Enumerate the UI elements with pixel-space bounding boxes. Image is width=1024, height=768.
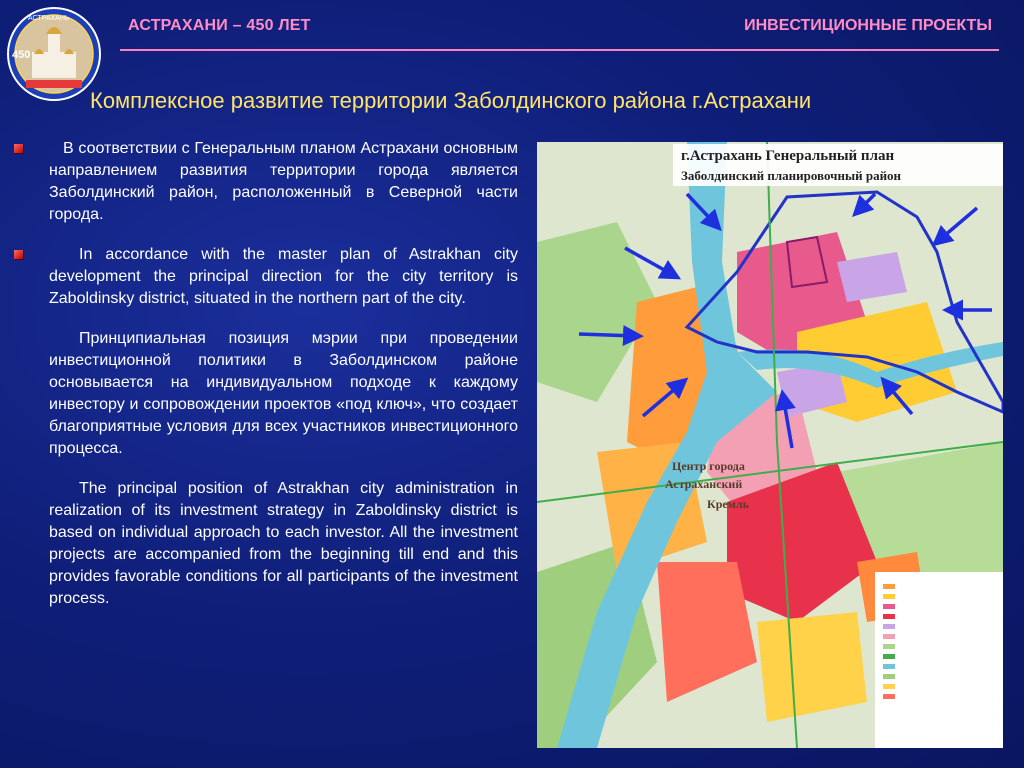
paragraph-en-2-text: The principal position of Astrakhan city administration in realization of its investment strategy in Zaboldinsky district is based on individual approach to each investor. All the investment projects are accompanied from the beginning till end and this provides favorable conditions for all participants of the investment process. <box>49 480 518 607</box>
paragraph-en-1 <box>14 244 518 310</box>
paragraph-ru-1 <box>14 138 518 226</box>
paragraph-ru-1-text: В соответствии с Генеральным планом Астрахани основным направлением развития территории города является Заболдинский район, расположенный в Северной части города. <box>49 140 518 223</box>
city-logo <box>6 6 102 102</box>
text-column <box>14 138 518 610</box>
slide-title: Комплексное развитие территории Заболдинского района г.Астрахани <box>90 88 812 113</box>
map-center-label-2: Астраханский <box>665 477 743 491</box>
map-title: г.Астрахань Генеральный план <box>681 148 895 164</box>
bullet-icon <box>14 144 23 153</box>
paragraph-en-1-text: In accordance with the master plan of Astrakhan city development the principal direction for the city territory is Zaboldinsky district, situated in the northern part of the city. <box>49 246 518 307</box>
logo-number: 450 <box>12 49 31 61</box>
paragraph-ru-2-text: Принципиальная позиция мэрии при проведении инвестиционной политики в Заболдинском районе основывается на индивидуальном подходе к каждому инвестору и сопровождении проектов «под ключ», что создает благоприятные условия для всех участников инвестиционного процесса. <box>49 330 518 457</box>
paragraph-en-2 <box>14 478 518 610</box>
logo-text: АСТРАХАНЬ <box>28 15 70 22</box>
master-plan-map <box>537 142 1003 748</box>
header-right-label: ИНВЕСТИЦИОННЫЕ ПРОЕКТЫ <box>744 17 992 34</box>
header-left-label: АСТРАХАНИ – 450 ЛЕТ <box>128 17 311 34</box>
map-subtitle: Заболдинский планировочный район <box>681 168 902 183</box>
map-center-label-1: Центр города <box>672 459 745 473</box>
header-divider <box>120 49 999 51</box>
map-center-label-3: Кремль <box>707 497 749 511</box>
paragraph-ru-2 <box>14 328 518 460</box>
bullet-icon <box>14 250 23 259</box>
